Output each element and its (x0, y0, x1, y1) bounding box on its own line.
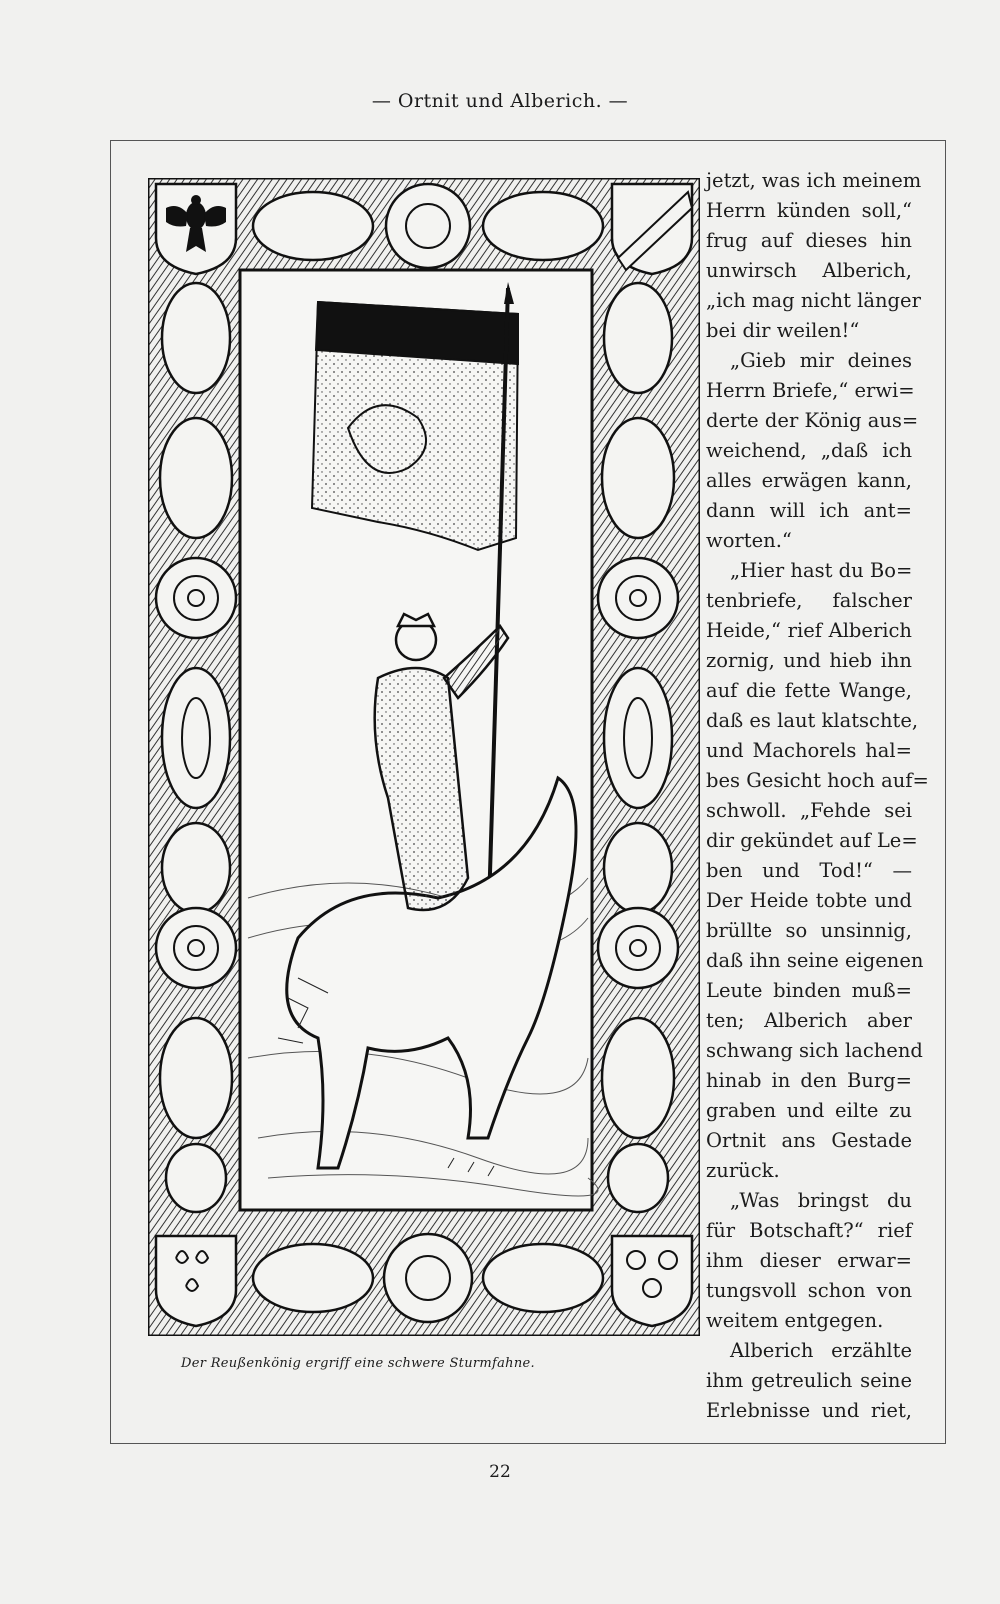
page-number: 22 (489, 1462, 511, 1482)
text-line: daß ihn seine eigenen (706, 949, 924, 972)
text-line: „Hier hast du Bo= (730, 559, 913, 582)
text-line: „Was bringst du (730, 1189, 912, 1212)
running-head: — Ortnit und Alberich. — (371, 90, 629, 112)
text-line: Alberich erzählte (730, 1339, 912, 1362)
text-line: zornig, und hieb ihn (706, 649, 912, 672)
text-line: „ich mag nicht länger (706, 289, 921, 312)
text-line: ihm dieser erwar= (706, 1249, 912, 1272)
text-line: unwirsch Alberich, (706, 259, 912, 282)
text-line: Leute binden muß= (706, 979, 912, 1002)
text-line: brüllte so unsinnig, (706, 919, 912, 942)
text-line: auf die fette Wange, (706, 679, 912, 702)
text-line: ben und Tod!“ — (706, 859, 912, 882)
text-line: worten.“ (706, 529, 792, 552)
text-line: dir gekündet auf Le= (706, 829, 918, 852)
text-line: Ortnit ans Gestade (706, 1129, 912, 1152)
text-line: dann will ich ant= (706, 499, 912, 522)
text-line: tungsvoll schon von (706, 1279, 912, 1302)
text-line: weitem entgegen. (706, 1309, 884, 1332)
text-line: derte der König aus= (706, 409, 919, 432)
text-line: schwoll. „Fehde sei (706, 799, 912, 822)
text-line: Erlebnisse und riet, (706, 1399, 912, 1422)
text-line: „Gieb mir deines (730, 349, 912, 372)
text-line: tenbriefe, falscher (706, 589, 912, 612)
text-line: schwang sich lachend (706, 1039, 923, 1062)
text-line: jetzt, was ich meinem (706, 169, 922, 192)
text-line: Herrn künden soll,“ (706, 199, 912, 222)
text-line: graben und eilte zu (706, 1099, 912, 1122)
text-line: hinab in den Burg= (706, 1069, 912, 1092)
text-line: für Botschaft?“ rief (706, 1219, 912, 1242)
text-line: und Machorels hal= (706, 739, 912, 762)
text-line: daß es laut klatschte, (706, 709, 919, 732)
text-line: weichend, „daß ich (706, 439, 912, 462)
text-line: ihm getreulich seine (706, 1369, 912, 1392)
text-line: bei dir weilen!“ (706, 319, 860, 342)
illustration-plate (148, 178, 700, 1336)
illustration-caption: Der Reußenkönig ergriff eine schwere Sturmfahne. (181, 1356, 535, 1371)
text-line: bes Gesicht hoch auf= (706, 769, 929, 792)
text-line: zurück. (706, 1159, 780, 1182)
text-line: ten; Alberich aber (706, 1009, 912, 1032)
text-line: frug auf dieses hin (706, 229, 912, 252)
text-line: Der Heide tobte und (706, 889, 912, 912)
text-line: Heide,“ rief Alberich (706, 619, 912, 642)
body-text-column (706, 166, 929, 1426)
text-line: alles erwägen kann, (706, 469, 912, 492)
text-line: Herrn Briefe,“ erwi= (706, 379, 915, 402)
